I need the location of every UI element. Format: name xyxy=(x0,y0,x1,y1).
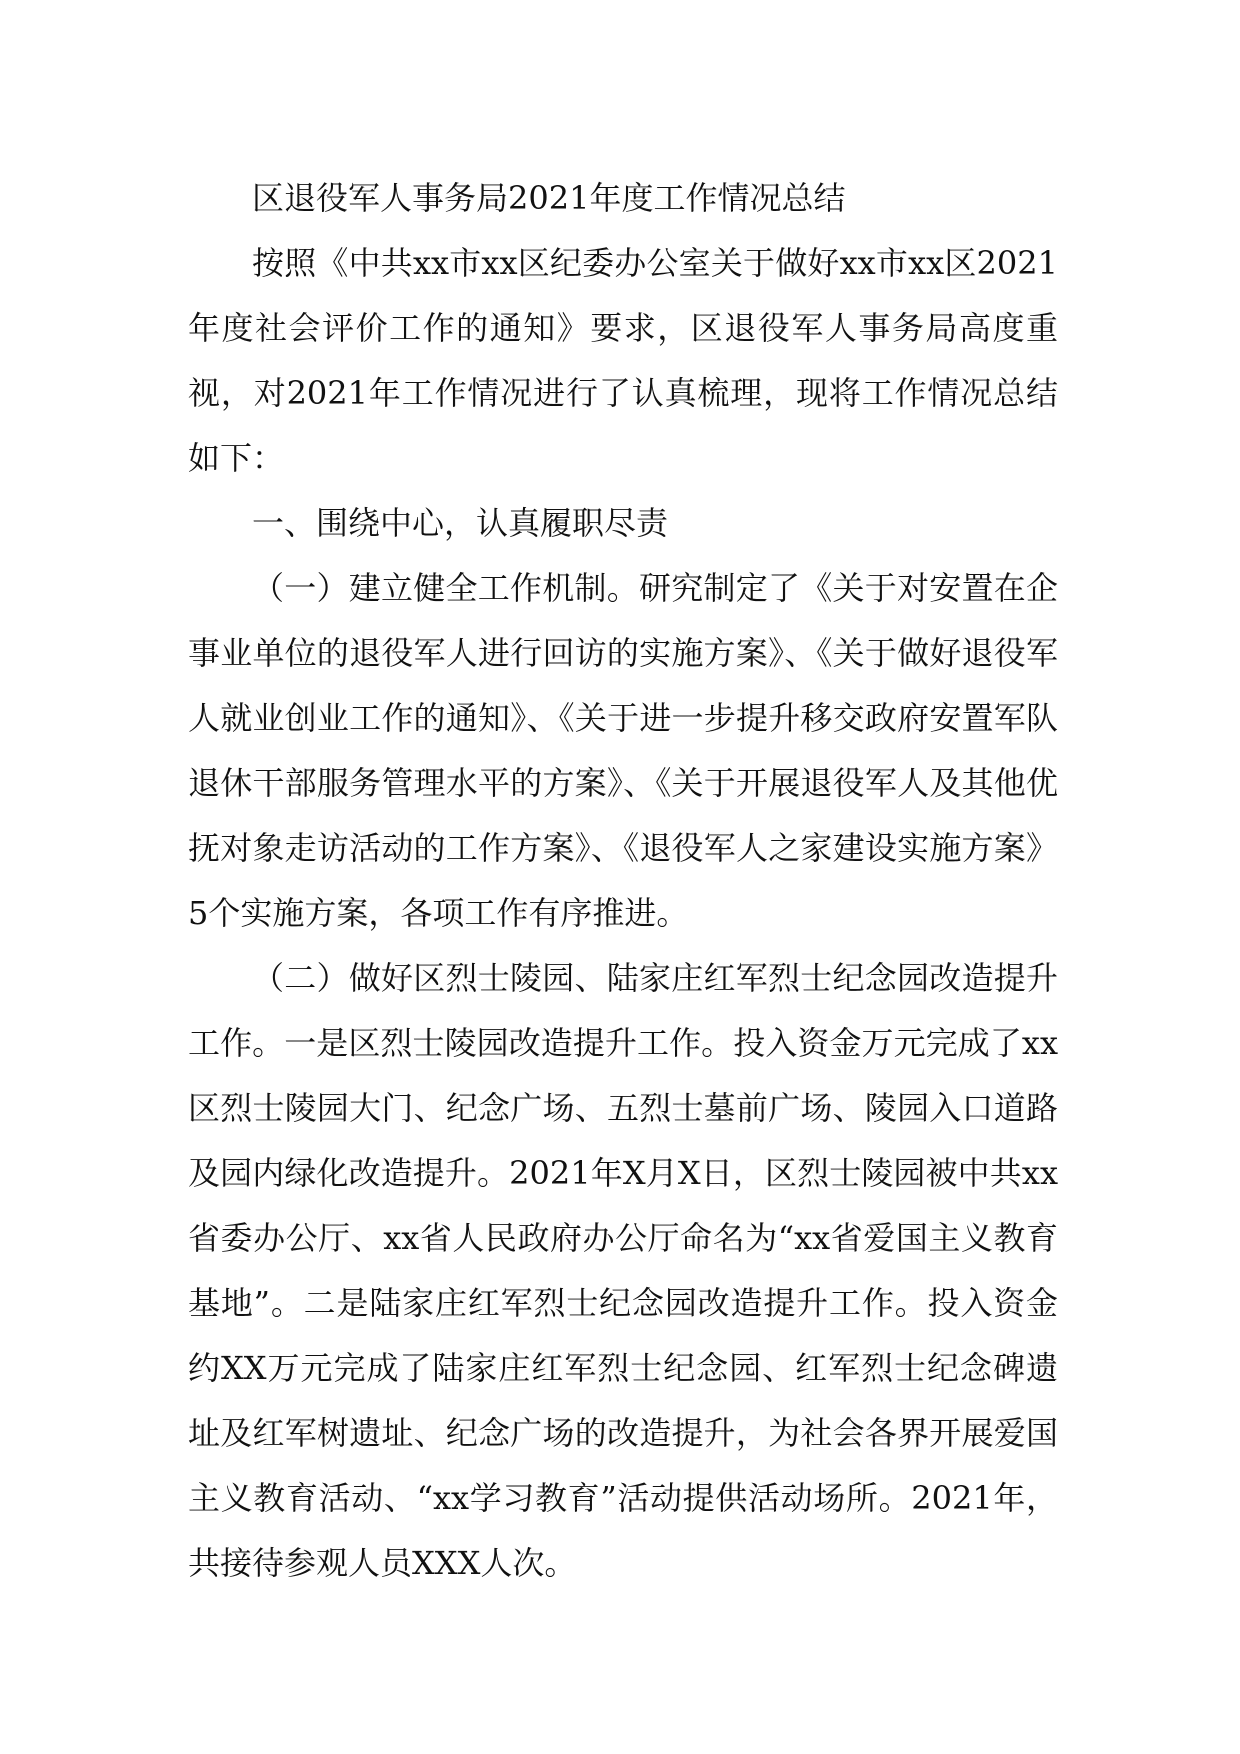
item-one-paragraph: （一）建立健全工作机制。研究制定了《关于对安置在企事业单位的退役军人进行回访的实施方案》、《关于做好退役军人就业创业工作的通知》、《关于进一步提升移交政府安置军队退休干部服务管理水平的方案》、《关于开展退役军人及其他优抚对象走访活动的工作方案》、《退役军人之家建设实施方案》5个实施方案，各项工作有序推进。 xyxy=(188,569,1058,932)
item-two-paragraph: （二）做好区烈士陵园、陆家庄红军烈士纪念园改造提升工作。一是区烈士陵园改造提升工作。投入资金万元完成了xx区烈士陵园大门、纪念广场、五烈士墓前广场、陵园入口道路及园内绿化改造提升。2021年X月X日，区烈士陵园被中共xx省委办公厅、xx省人民政府办公厅命名为“xx省爱国主义教育基地”。二是陆家庄红军烈士纪念园改造提升工作。投入资金约XX万元完成了陆家庄红军烈士纪念园、红军烈士纪念碑遗址及红军树遗址、纪念广场的改造提升，为社会各界开展爱国主义教育活动、“xx学习教育”活动提供活动场所。2021年，共接待参观人员XXX人次。 xyxy=(188,959,1058,1582)
section-heading: 一、围绕中心，认真履职尽责 xyxy=(252,504,669,542)
intro-paragraph: 按照《中共xx市xx区纪委办公室关于做好xx市xx区2021年度社会评价工作的通知》要求，区退役军人事务局高度重视，对2021年工作情况进行了认真梳理，现将工作情况总结如下： xyxy=(188,244,1058,477)
document-body xyxy=(188,166,1058,1596)
document-title: 区退役军人事务局2021年度工作情况总结 xyxy=(252,179,846,217)
